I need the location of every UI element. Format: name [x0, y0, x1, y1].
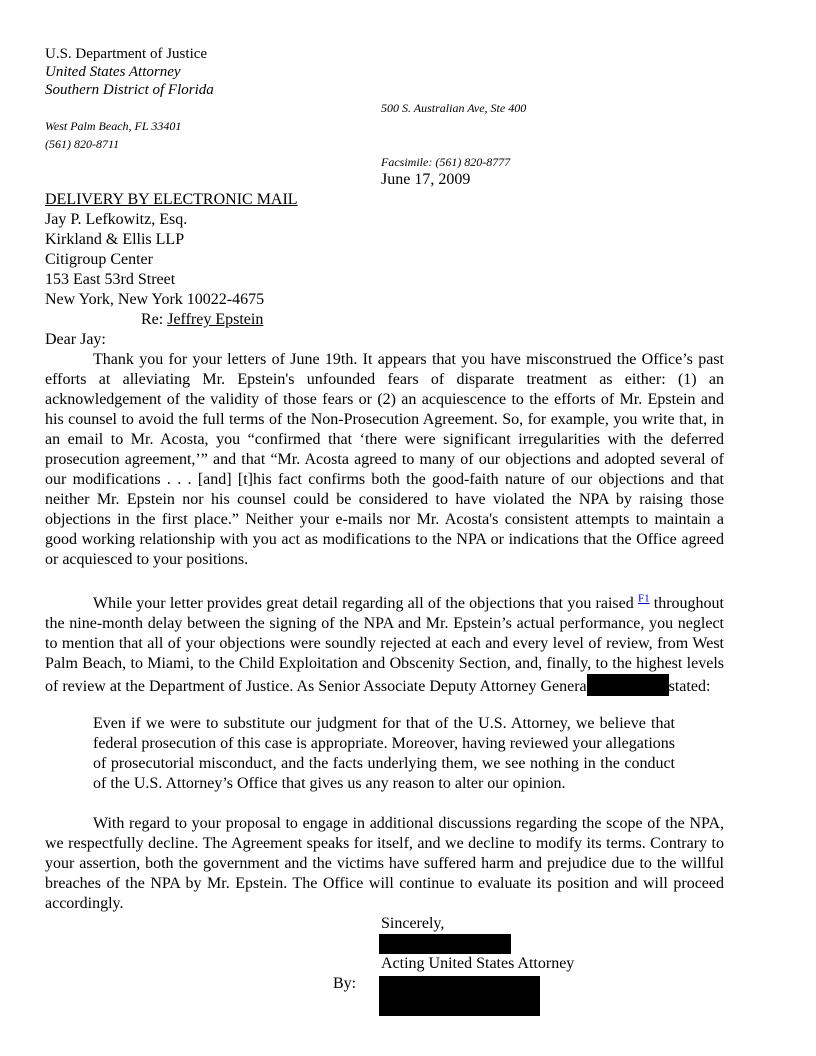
re-prefix: Re: — [141, 311, 168, 328]
recipient-name: Jay P. Lefkowitz, Esq. — [45, 211, 188, 228]
closing-by: By: — [333, 975, 357, 992]
closing-sincerely: Sincerely, — [381, 915, 445, 932]
recipient-building: Citigroup Center — [45, 251, 153, 268]
footnote-link[interactable]: F1 — [637, 592, 650, 605]
letterhead-district: Southern District of Florida — [45, 82, 214, 98]
closing-title: Acting United States Attorney — [381, 955, 575, 972]
redaction-name — [587, 674, 669, 696]
re-subject: Jeffrey Epstein — [167, 311, 264, 328]
recipient-street: 153 East 53rd Street — [45, 271, 176, 288]
paragraph-2 — [45, 594, 724, 697]
letterhead-phone: (561) 820-8711 — [45, 137, 120, 151]
redaction-signature — [379, 976, 540, 1016]
letterhead-dept: U.S. Department of Justice — [45, 46, 208, 62]
re-line — [141, 310, 263, 330]
recipient-city: New York, New York 10022-4675 — [45, 291, 265, 308]
paragraph-3: With regard to your proposal to engage in additional discussions regarding the scope of the NPA, we respectfully decline. The Agreement speaks for itself, and we decline to modify its terms. Contrary to your assertion, both the government and the victims have suffered harm and prejudice due to the willful breaches of the NPA by Mr. Epstein. The Office will continue to evaluate its position and will proceed accordingly. — [45, 815, 724, 912]
redaction-signer-name — [379, 934, 511, 954]
paragraph-2-text-a: While your letter provides great detail regarding all of the objections that you raised — [93, 595, 638, 612]
block-quote: Even if we were to substitute our judgment for that of the U.S. Attorney, we believe that federal prosecution of this case is appropriate. Moreover, having reviewed your allegations of prosecutorial misconduct, and the facts underlying them, we see nothing in the conduct of the U.S. Attorney’s Office that gives us any reason to alter our opinion. — [93, 715, 675, 792]
salutation: Dear Jay: — [45, 331, 106, 348]
paragraph-2-end: stated: — [668, 678, 711, 695]
letterhead-address: 500 S. Australian Ave, Ste 400 — [381, 101, 527, 115]
letter-date: June 17, 2009 — [381, 171, 471, 188]
recipient-firm: Kirkland & Ellis LLP — [45, 231, 185, 248]
paragraph-1: Thank you for your letters of June 19th. It appears that you have misconstrued the Office’s past efforts at alleviating Mr. Epstein's unfounded fears of disparate treatment as either: (1) an acknowledgement of the validity of those fears or (2) an acquiescence to the efforts of Mr. Epstein and his counsel to avoid the full terms of the Non-Prosecution Agreement. So, for example, you write that, in an email to Mr. Acosta, you “confirmed that ‘there were significant irregularities with the deferred prosecution agreement,’” and that “Mr. Acosta agreed to many of our objections and adopted several of our modifications . . . [and] [t]his fact confirms both the good-faith nature of our objections and that neither Mr. Epstein nor his counsel could be considered to have violated the NPA by raising those objections in the first place.” Neither your e-mails nor Mr. Acosta's consistent attempts to maintain a good working relationship with you act as modifications to the NPA or indications that the Office agreed or acquiesced to your positions. — [45, 351, 724, 568]
letterhead-city: West Palm Beach, FL 33401 — [45, 119, 182, 133]
letterhead-office: United States Attorney — [45, 64, 181, 80]
delivery-method: DELIVERY BY ELECTRONIC MAIL — [45, 191, 298, 208]
paragraph-2-text-b: throughout the nine-month delay between the signing of the NPA and Mr. Epstein’s actual performance, you neglect to mention that all of your objections were soundly rejected at each and every level of review, from West Palm Beach, to Miami, to the Child Exploitation and Obscenity Section, and, finally, to the highest levels of review at the Department of Justice. As Senior Associate Deputy Attorney Genera — [45, 595, 725, 695]
letterhead-fax: Facsimile: (561) 820-8777 — [381, 155, 511, 169]
